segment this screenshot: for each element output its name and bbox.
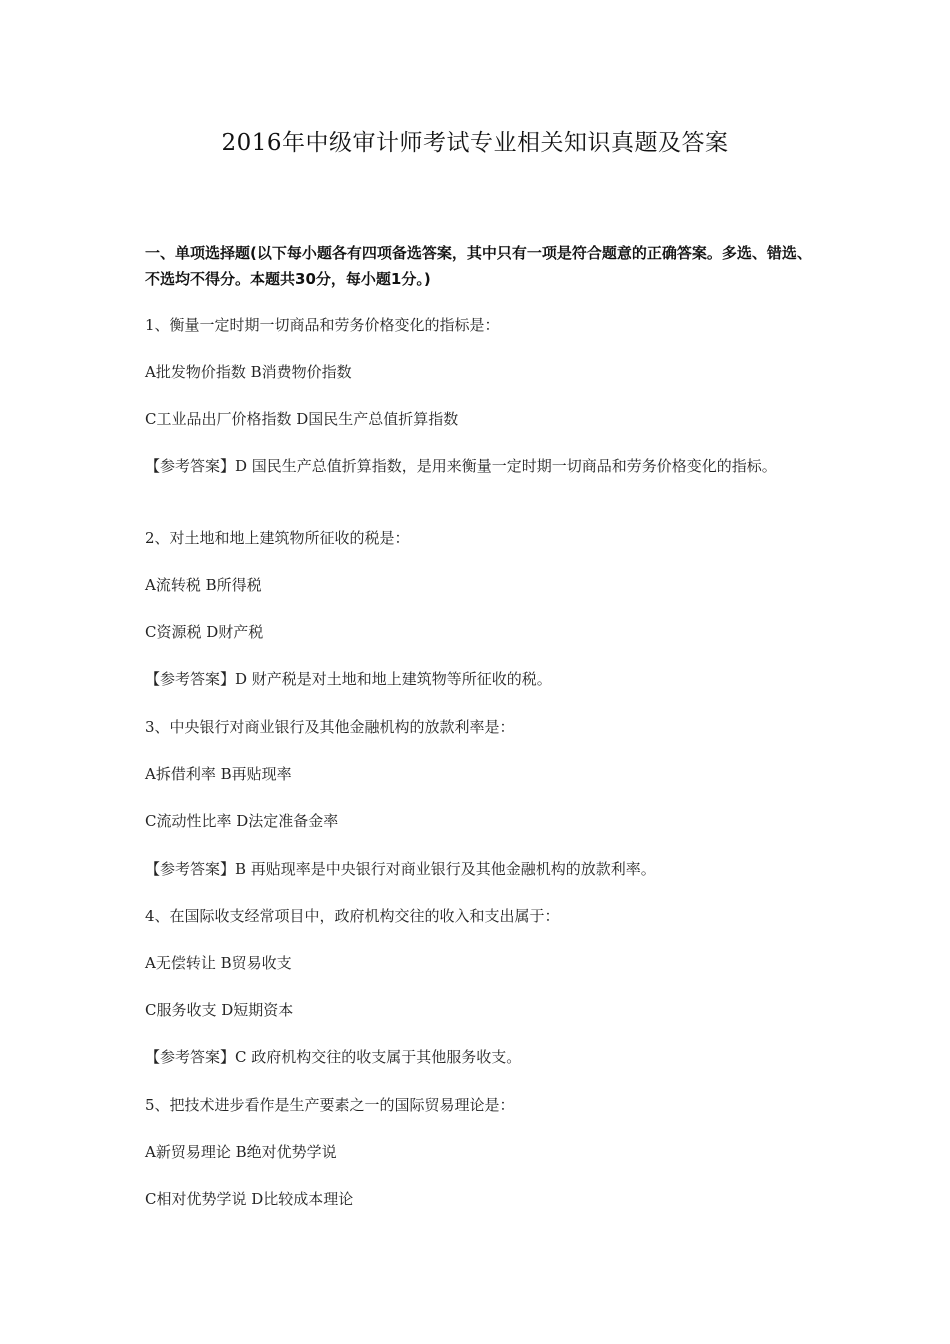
question-options-ab: A无偿转让 B贸易收支	[145, 954, 292, 972]
question-answer: 【参考答案】D 国民生产总值折算指数，是用来衡量一定时期一切商品和劳务价格变化的指标。	[145, 457, 777, 475]
question-options-cd: C流动性比率 D法定准备金率	[145, 812, 339, 830]
question-answer: 【参考答案】B 再贴现率是中央银行对商业银行及其他金融机构的放款利率。	[145, 860, 656, 878]
question-stem: 1、衡量一定时期一切商品和劳务价格变化的指标是：	[145, 316, 500, 334]
question-options-ab: A流转税 B所得税	[145, 576, 262, 594]
question-options-cd: C工业品出厂价格指数 D国民生产总值折算指数	[145, 410, 459, 428]
question-options-cd: C服务收支 D短期资本	[145, 1001, 294, 1019]
question-options-cd: C资源税 D财产税	[145, 623, 264, 641]
question-stem: 4、在国际收支经常项目中，政府机构交往的收入和支出属于：	[145, 907, 560, 925]
question-options-ab: A批发物价指数 B消费物价指数	[145, 363, 352, 381]
question-stem: 5、把技术进步看作是生产要素之一的国际贸易理论是：	[145, 1096, 515, 1114]
question-stem: 2、对土地和地上建筑物所征收的税是：	[145, 529, 410, 547]
question-answer: 【参考答案】C 政府机构交往的收支属于其他服务收支。	[145, 1048, 522, 1066]
question-options-ab: A新贸易理论 B绝对优势学说	[145, 1143, 337, 1161]
question-options-ab: A拆借利率 B再贴现率	[145, 765, 292, 783]
question-options-cd: C相对优势学说 D比较成本理论	[145, 1190, 354, 1208]
question-stem: 3、中央银行对商业银行及其他金融机构的放款利率是：	[145, 718, 515, 736]
document-title: 2016年中级审计师考试专业相关知识真题及答案	[221, 130, 729, 156]
section-heading: 一、单项选择题(以下每小题各有四项备选答案，其中只有一项是符合题意的正确答案。多选、错选、不选均不得分。本题共30分，每小题1分。)	[145, 244, 812, 288]
question-answer: 【参考答案】D 财产税是对土地和地上建筑物等所征收的税。	[145, 670, 552, 688]
